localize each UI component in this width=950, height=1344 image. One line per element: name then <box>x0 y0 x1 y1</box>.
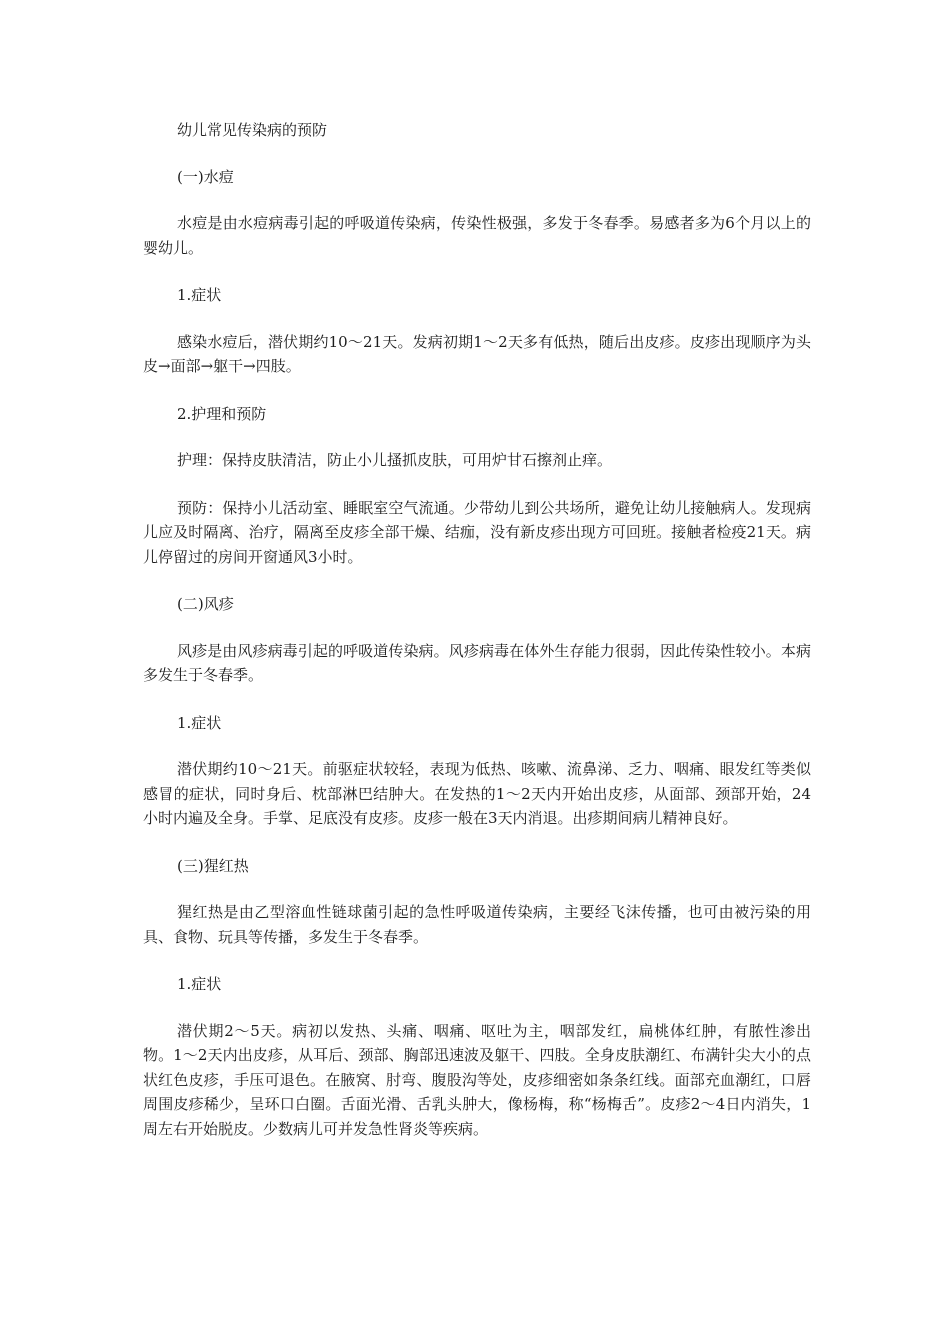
care-prevention-heading-chickenpox: 2.护理和预防 <box>177 404 267 423</box>
document-body <box>143 118 811 1164</box>
symptoms-text-chickenpox: 感染水痘后，潜伏期约10～21天。发病初期1～2天多有低热，随后出皮疹。皮疹出现顺序为头皮→面部→躯干→四肢。 <box>143 332 811 375</box>
prevention-text-chickenpox: 预防：保持小儿活动室、睡眠室空气流通。少带幼儿到公共场所，避免让幼儿接触病人。发现病儿应及时隔离、治疗，隔离至皮疹全部干燥、结痂，没有新皮疹出现方可回班。接触者检疫21天。病儿停留过的房间开窗通风3小时。 <box>143 498 811 566</box>
symptoms-heading-scarlet-fever: 1.症状 <box>177 975 222 993</box>
document-title: 幼儿常见传染病的预防 <box>177 121 328 139</box>
section-intro-rubella: 风疹是由风疹病毒引起的呼吸道传染病。风疹病毒在体外生存能力很弱，因此传染性较小。本病多发生于冬春季。 <box>143 641 811 684</box>
section-heading-chickenpox: (一)水痘 <box>177 167 234 186</box>
section-intro-scarlet-fever: 猩红热是由乙型溶血性链球菌引起的急性呼吸道传染病，主要经飞沫传播，也可由被污染的用具、食物、玩具等传播，多发生于冬春季。 <box>143 903 811 946</box>
symptoms-text-scarlet-fever: 潜伏期2～5天。病初以发热、头痛、咽痛、呕吐为主，咽部发红，扁桃体红肿，有脓性渗出物。1～2天内出皮疹，从耳后、颈部、胸部迅速波及躯干、四肢。全身皮肤潮红、布满针尖大小的点状红色皮疹，手压可退色。在腋窝、肘弯、腹股沟等处，皮疹细密如条条红线。面部充血潮红，口唇周围皮疹稀少，呈环口白圈。舌面光滑、舌乳头肿大，像杨梅，称“杨梅舌”。皮疹2～4日内消失，1周左右开始脱皮。少数病儿可并发急性肾炎等疾病。 <box>143 1021 811 1138</box>
symptoms-text-rubella: 潜伏期约10～21天。前驱症状较轻，表现为低热、咳嗽、流鼻涕、乏力、咽痛、眼发红等类似感冒的症状，同时身后、枕部淋巴结肿大。在发热的1～2天内开始出皮疹，从面部、颈部开始，24小时内遍及全身。手掌、足底没有皮疹。皮疹一般在3天内消退。出疹期间病儿精神良好。 <box>143 760 811 827</box>
symptoms-heading-rubella: 1.症状 <box>177 713 222 732</box>
section-intro-chickenpox: 水痘是由水痘病毒引起的呼吸道传染病，传染性极强，多发于冬春季。易感者多为6个月以上的婴幼儿。 <box>143 214 811 257</box>
section-heading-rubella: (二)风疹 <box>177 595 234 613</box>
care-text-chickenpox: 护理：保持皮肤清洁，防止小儿搔抓皮肤，可用炉甘石擦剂止痒。 <box>177 451 613 469</box>
symptoms-heading-chickenpox: 1.症状 <box>177 286 222 304</box>
section-heading-scarlet-fever: (三)猩红热 <box>177 856 249 875</box>
